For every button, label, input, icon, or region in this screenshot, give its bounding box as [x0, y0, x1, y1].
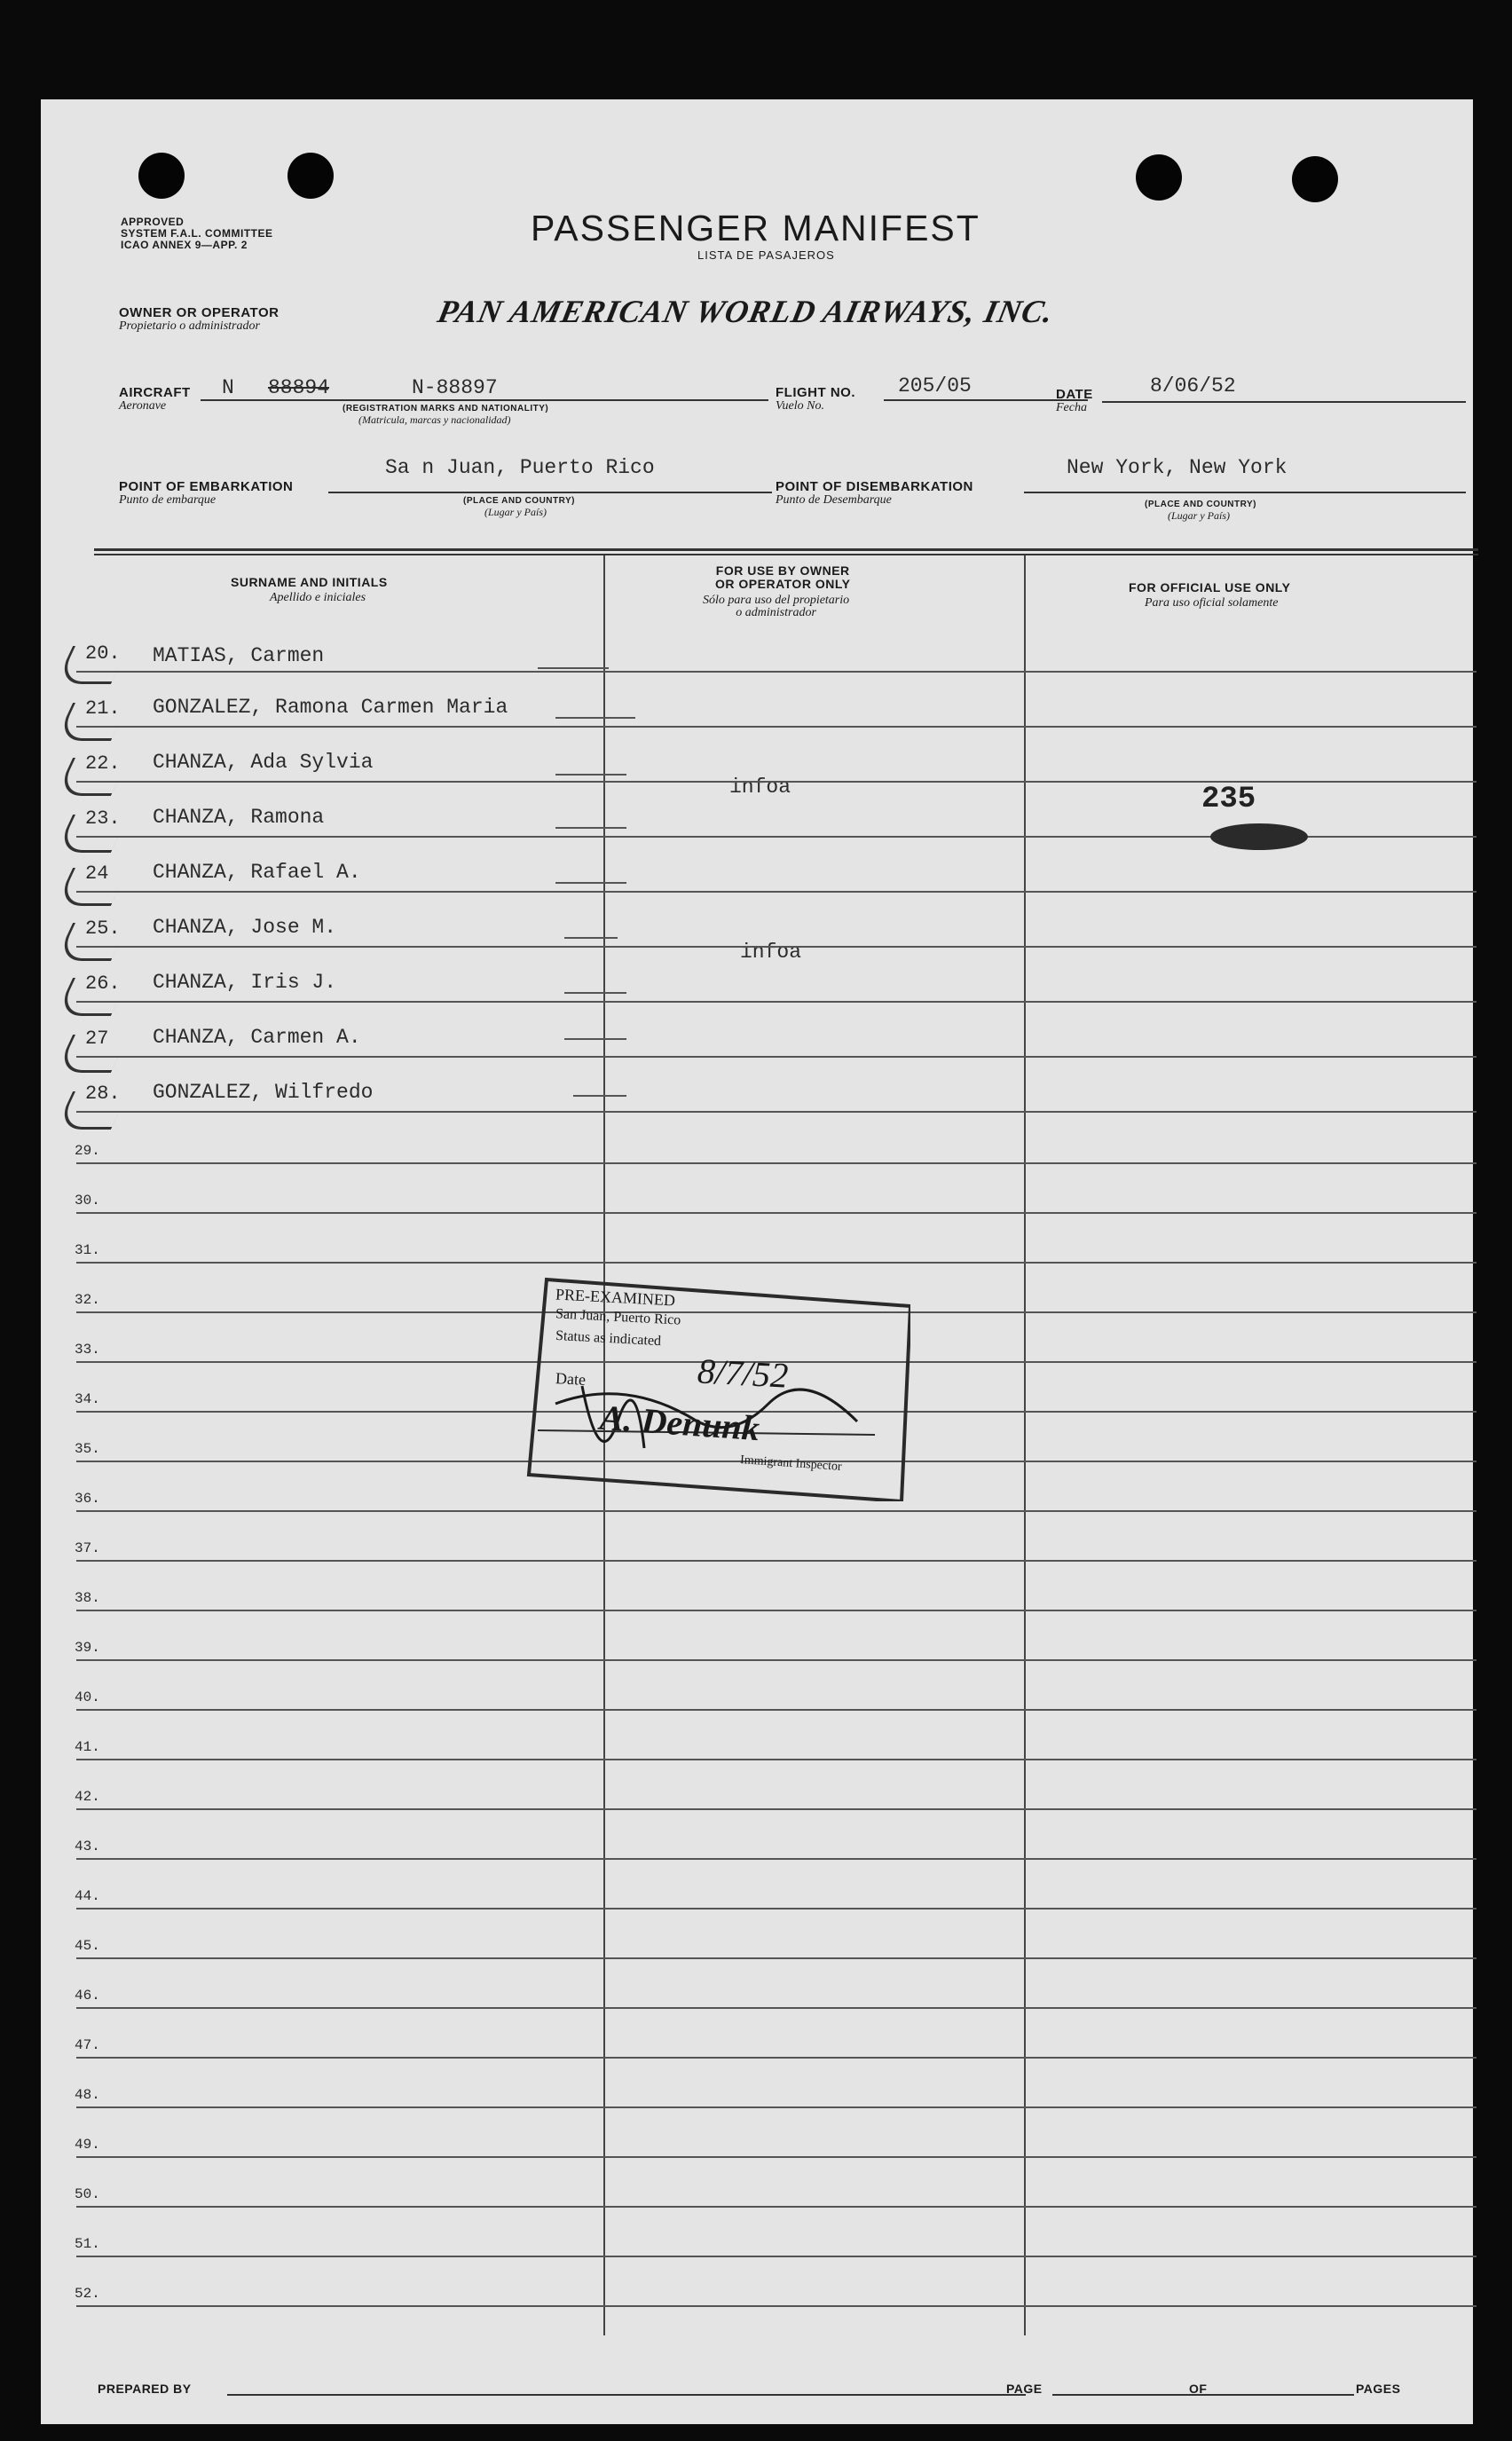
col1-header-es: Apellido e iniciales: [270, 591, 366, 604]
row-number: 35.: [75, 1441, 100, 1457]
passenger-name: GONZALEZ, Wilfredo: [153, 1081, 374, 1104]
embark-label-es: Punto de embarque: [119, 493, 217, 507]
stamp-title: Immigrant Inspector: [739, 1453, 843, 1474]
table-row: [76, 1262, 1477, 1264]
passenger-note: infoa: [729, 776, 791, 799]
table-row: [76, 1510, 1477, 1512]
row-number: 24: [85, 862, 109, 885]
table-row: [76, 2057, 1477, 2059]
passenger-name: CHANZA, Ramona: [153, 806, 325, 829]
row-number: 36.: [75, 1491, 100, 1507]
row-number: 23.: [85, 807, 121, 830]
form-title-es: LISTA DE PASAJEROS: [697, 248, 835, 262]
date-label-es: Fecha: [1056, 401, 1087, 414]
table-row: [76, 891, 1477, 893]
row-number: 28.: [85, 1083, 121, 1105]
row-number: 43.: [75, 1839, 100, 1854]
footer-page: PAGE: [1006, 2382, 1043, 2396]
check-mark-icon: [55, 1091, 129, 1130]
inspection-stamp: [520, 1271, 910, 1501]
row-number: 32.: [75, 1292, 100, 1308]
table-row: [76, 1111, 1477, 1113]
check-mark-icon: [55, 868, 129, 906]
registration-caption: (REGISTRATION MARKS AND NATIONALITY): [343, 404, 549, 413]
table-row: [76, 2106, 1477, 2108]
aircraft-value: N-88897: [412, 376, 498, 399]
table-row: [76, 2305, 1477, 2307]
approval-line: APPROVED: [121, 216, 185, 228]
table-row: [76, 1908, 1477, 1909]
row-number: 30.: [75, 1193, 100, 1209]
date-label: DATE: [1056, 387, 1093, 402]
stamp-line: Status as indicated: [555, 1327, 662, 1350]
col1-header: SURNAME AND INITIALS: [231, 575, 388, 589]
table-row: [76, 2007, 1477, 2009]
row-number: 45.: [75, 1938, 100, 1954]
table-row: [76, 1001, 1477, 1003]
header-rule: [94, 548, 1478, 551]
row-number: 38.: [75, 1590, 100, 1606]
place-caption-es: (Lugar y País): [484, 506, 547, 518]
row-number: 40.: [75, 1689, 100, 1705]
col3-header-es: Para uso oficial solamente: [1145, 596, 1279, 610]
row-number: 26.: [85, 972, 121, 995]
row-number: 34.: [75, 1391, 100, 1407]
passenger-name: CHANZA, Rafael A.: [153, 861, 361, 884]
stamp-line: San Juan, Puerto Rico: [555, 1306, 681, 1328]
footer-prepared-by: PREPARED BY: [98, 2382, 192, 2396]
disembark-value: New York, New York: [1067, 456, 1288, 479]
row-number: 21.: [85, 697, 121, 720]
row-number: 20.: [85, 642, 121, 665]
row-number: 50.: [75, 2186, 100, 2202]
aircraft-struck: 88894: [268, 376, 330, 399]
stamp-date-value: 8/7/52: [696, 1350, 790, 1396]
row-number: 37.: [75, 1540, 100, 1556]
check-mark-icon: [55, 758, 129, 796]
row-number: 41.: [75, 1739, 100, 1755]
punch-hole: [1136, 154, 1182, 201]
table-row: [76, 1659, 1477, 1661]
approval-line: ICAO ANNEX 9—APP. 2: [121, 239, 248, 251]
row-number: 44.: [75, 1888, 100, 1904]
flight-label: FLIGHT NO.: [776, 385, 855, 400]
flight-value: 205/05: [898, 374, 972, 398]
punch-hole: [138, 153, 185, 199]
stamp-signature: A. Denunk: [598, 1397, 761, 1449]
passenger-name: CHANZA, Jose M.: [153, 916, 337, 939]
row-number: 31.: [75, 1242, 100, 1258]
table-row: [76, 781, 1477, 783]
table-row: [76, 2206, 1477, 2208]
row-number: 22.: [85, 752, 121, 775]
row-number: 52.: [75, 2286, 100, 2302]
aircraft-label-es: Aeronave: [119, 399, 167, 413]
table-row: [76, 1212, 1477, 1214]
place-caption: (PLACE AND COUNTRY): [463, 496, 575, 506]
flight-label-es: Vuelo No.: [776, 399, 824, 413]
passenger-name: CHANZA, Carmen A.: [153, 1026, 361, 1049]
table-row: [76, 1560, 1477, 1562]
table-row: [76, 1808, 1477, 1810]
place-caption-2: (PLACE AND COUNTRY): [1145, 500, 1256, 509]
check-mark-icon: [55, 923, 129, 961]
footer-of: OF: [1189, 2382, 1208, 2396]
owner-label-es: Propietario o administrador: [119, 319, 260, 333]
table-row: [76, 1759, 1477, 1760]
passenger-name: MATIAS, Carmen: [153, 644, 325, 667]
header-rule: [94, 554, 1478, 555]
row-number: 29.: [75, 1143, 100, 1159]
row-number: 42.: [75, 1789, 100, 1805]
registration-caption-es: (Matricula, marcas y nacionalidad): [358, 413, 511, 426]
stamp-line: PRE-EXAMINED: [555, 1285, 676, 1310]
check-mark-icon: [55, 815, 129, 853]
place-caption-es-2: (Lugar y País): [1168, 509, 1230, 522]
ink-smudge: [1210, 823, 1308, 850]
passenger-note: infoa: [740, 941, 802, 964]
row-number: 49.: [75, 2137, 100, 2153]
official-number: 235: [1201, 783, 1256, 816]
table-row: [76, 2256, 1477, 2257]
row-number: 27: [85, 1028, 109, 1050]
punch-hole: [287, 153, 334, 199]
punch-hole: [1292, 156, 1338, 202]
check-mark-icon: [55, 1035, 129, 1073]
col2-header-es: Sólo para uso del propietario o administrador: [703, 594, 850, 619]
row-number: 48.: [75, 2087, 100, 2103]
table-row: [76, 946, 1477, 948]
table-row: [76, 726, 1477, 728]
row-number: 51.: [75, 2236, 100, 2252]
check-mark-icon: [55, 703, 129, 741]
table-row: [76, 1056, 1477, 1058]
table-row: [76, 1610, 1477, 1611]
aircraft-label: AIRCRAFT: [119, 385, 191, 400]
passenger-name: CHANZA, Ada Sylvia: [153, 751, 374, 774]
table-row: [76, 1162, 1477, 1164]
check-mark-icon: [55, 646, 129, 684]
column-divider: [1024, 555, 1026, 2335]
col3-header: FOR OFFICIAL USE ONLY: [1129, 580, 1291, 595]
footer-pages: PAGES: [1356, 2382, 1401, 2396]
row-number: 46.: [75, 1988, 100, 2004]
owner-label: OWNER OR OPERATOR: [119, 305, 280, 320]
row-number: 33.: [75, 1342, 100, 1358]
form-title: PASSENGER MANIFEST: [531, 208, 980, 248]
table-row: [76, 1957, 1477, 1959]
passenger-name: GONZALEZ, Ramona Carmen Maria: [153, 696, 508, 719]
embark-label: POINT OF EMBARKATION: [119, 479, 294, 494]
check-mark-icon: [55, 978, 129, 1016]
disembark-label: POINT OF DISEMBARKATION: [776, 479, 973, 494]
disembark-label-es: Punto de Desembarque: [776, 493, 892, 507]
passenger-name: CHANZA, Iris J.: [153, 971, 337, 994]
table-row: [76, 1858, 1477, 1860]
owner-value: PAN AMERICAN WORLD AIRWAYS, INC.: [434, 294, 1058, 329]
col2-header: FOR USE BY OWNER OR OPERATOR ONLY: [715, 563, 851, 591]
stamp-date-label: Date: [555, 1369, 587, 1389]
row-number: 47.: [75, 2037, 100, 2053]
table-row: [76, 1709, 1477, 1711]
aircraft-prefix: N: [222, 376, 234, 399]
row-number: 25.: [85, 917, 121, 940]
table-row: [76, 2156, 1477, 2158]
table-row: [76, 671, 1477, 673]
approval-line: SYSTEM F.A.L. COMMITTEE: [121, 227, 273, 240]
embark-value: Sa n Juan, Puerto Rico: [385, 456, 655, 479]
row-number: 39.: [75, 1640, 100, 1656]
approval-block: [121, 217, 273, 251]
manifest-sheet: [41, 99, 1473, 2424]
date-value: 8/06/52: [1150, 374, 1236, 398]
